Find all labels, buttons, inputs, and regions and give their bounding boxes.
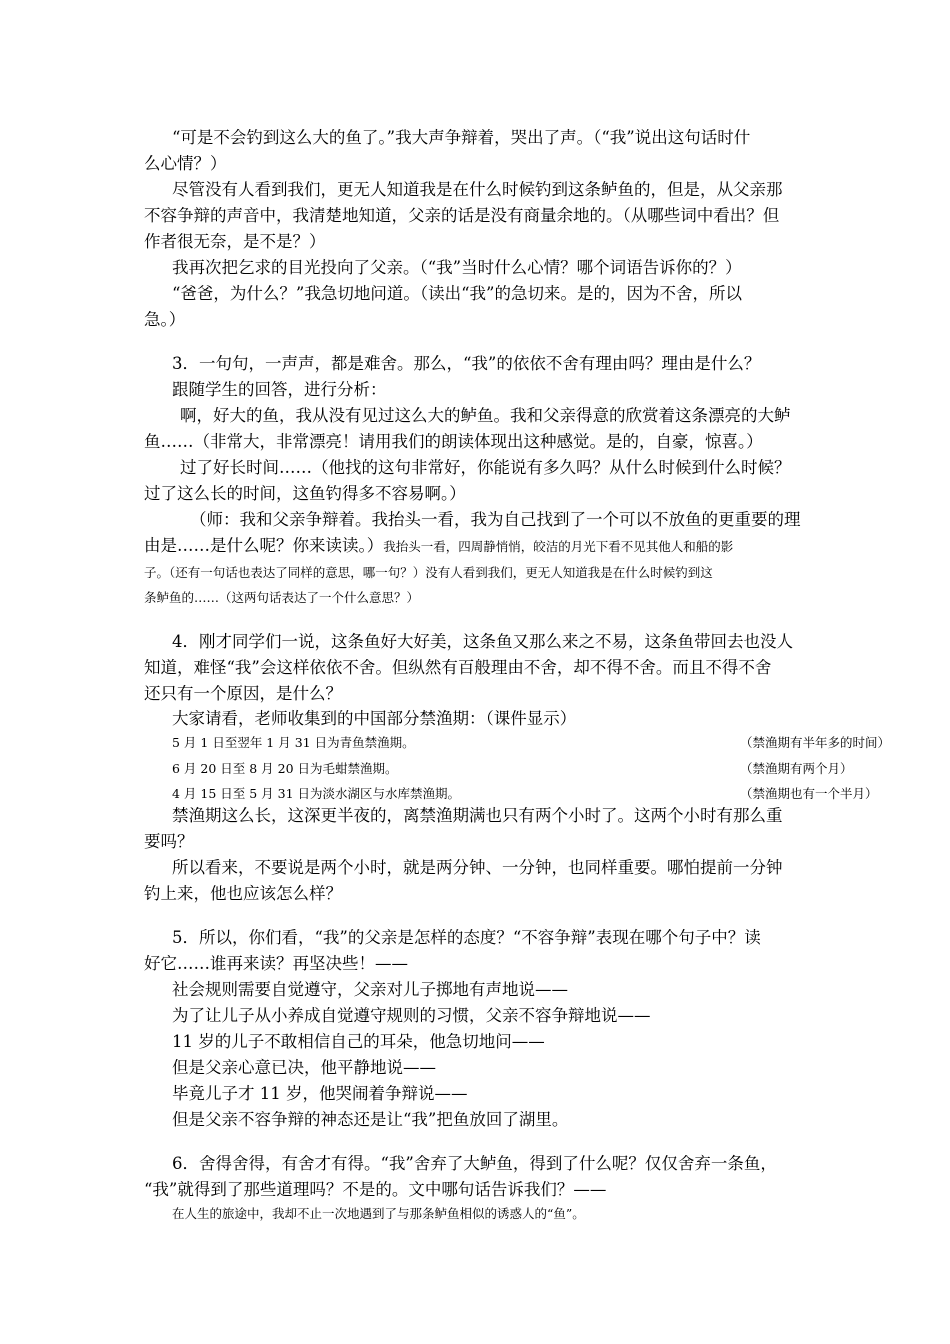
ban-note: （禁渔期有两个月） [740,761,853,776]
ban-note: （禁渔期也有一个半月） [740,786,878,801]
ban-period: 6 月 20 日至 8 月 20 日为毛蚶禁渔期。 [172,761,398,776]
text-line: 鱼……（非常大，非常漂亮！请用我们的朗读体现出这种感觉。是的，自豪，惊喜。） [144,432,763,451]
text-line: “我”就得到了那些道理吗？不是的。文中哪句话告诉我们？—— [144,1180,607,1199]
text-line: 但是父亲心意已决，他平静地说—— [172,1058,436,1077]
fishing-ban-row [172,730,891,756]
text-line: 知道，难怪“我”会这样依依不舍。但纵然有百般理由不舍，却不得不舍。而且不得不舍 [144,658,772,677]
text-span-small: 没有人看到我们，更无人知道我是在什么时候钓到这 [425,565,713,580]
text-line: 跟随学生的回答，进行分析： [172,380,387,399]
section-5-heading: 5．所以，你们看，“我”的父亲是怎样的态度？“不容争辩”表现在哪个句子中？读 [172,928,761,947]
text-line: 为了让儿子从小养成自觉遵守规则的习惯，父亲不容争辩地说—— [172,1006,651,1025]
ban-note: （禁渔期有半年多的时间） [740,735,891,750]
text-line: 我再次把乞求的目光投向了父亲。（“我”当时什么心情？哪个词语告诉你的？） [172,258,742,277]
text-line: 么心情？） [144,154,227,173]
text-line: 作者很无奈，是不是？） [144,232,326,251]
text-line: 禁渔期这么长，这深更半夜的，离禁渔期满也只有两个小时了。这两个小时有那么重 [172,806,783,825]
text-line: 还只有一个原因，是什么？ [144,684,342,703]
text-line: “爸爸，为什么？”我急切地问道。（读出“我”的急切来。是的，因为不舍，所以 [172,284,742,303]
text-line: 急。） [144,310,186,329]
text-line [144,533,733,560]
text-line: 过了好长时间……（他找的这句非常好，你能说有多久吗？从什么时候到什么时候？ [180,458,791,477]
text-line: （师：我和父亲争辩着。我抬头一看，我为自己找到了一个可以不放鱼的更重要的理 [190,510,801,529]
section-4-heading: 4．刚才同学们一说，这条鱼好大好美，这条鱼又那么来之不易，这条鱼带回去也没人 [172,632,793,651]
text-line: 不容争辩的声音中，我清楚地知道，父亲的话是没有商量余地的。（从哪些词中看出？但 [144,206,780,225]
text-line: 过了这么长的时间，这鱼钓得多不容易啊。） [144,484,466,503]
section-3-heading: 3．一句句，一声声，都是难舍。那么，“我”的依依不舍有理由吗？理由是什么？ [172,354,761,373]
text-line: 好它……谁再来读？再坚决些！—— [144,954,408,973]
text-line: 要吗？ [144,832,194,851]
text-line: 在人生的旅途中，我却不止一次地遇到了与那条鲈鱼相似的诱惑人的“鱼”。 [172,1206,585,1221]
ban-period: 4 月 15 日至 5 月 31 日为淡水湖区与水库禁渔期。 [172,786,461,801]
text-line: 尽管没有人看到我们，更无人知道我是在什么时候钓到这条鲈鱼的，但是，从父亲那 [172,180,783,199]
text-line: 大家请看，老师收集到的中国部分禁渔期：（课件显示） [172,709,577,728]
text-span-small: 子。（还有一句话也表达了同样的意思，哪一句？） [144,565,426,580]
text-span-small: 我抬头一看，四周静悄悄，皎洁的月光下看不见其他人和船的影 [383,539,734,554]
text-line [144,559,713,586]
text-line: 毕竟儿子才 11 岁，他哭闹着争辩说—— [172,1084,468,1103]
text-line: “可是不会钓到这么大的鱼了。”我大声争辩着，哭出了声。（“我”说出这句话时什 [172,128,751,147]
text-line: 11 岁的儿子不敢相信自己的耳朵，他急切地问—— [172,1032,545,1051]
text-span: 由是……是什么呢？你来读读。） [144,536,384,555]
ban-period: 5 月 1 日至翌年 1 月 31 日为青鱼禁渔期。 [172,735,415,750]
text-line: 但是父亲不容争辩的神态还是让“我”把鱼放回了湖里。 [172,1110,569,1129]
text-line: 钓上来，他也应该怎么样？ [144,884,342,903]
text-line: 社会规则需要自觉遵守，父亲对儿子掷地有声地说—— [172,980,568,999]
text-line: 所以看来，不要说是两个小时，就是两分钟、一分钟，也同样重要。哪怕提前一分钟 [172,858,783,877]
text-line: 啊，好大的鱼，我从没有见过这么大的鲈鱼。我和父亲得意的欣赏着这条漂亮的大鲈 [180,406,791,425]
section-6-heading: 6．舍得舍得，有舍才有得。“我”舍弃了大鲈鱼，得到了什么呢？仅仅舍弃一条鱼， [172,1154,777,1173]
text-line: 条鲈鱼的……（这两句话表达了一个什么意思？） [144,590,420,605]
fishing-ban-row [172,756,853,782]
